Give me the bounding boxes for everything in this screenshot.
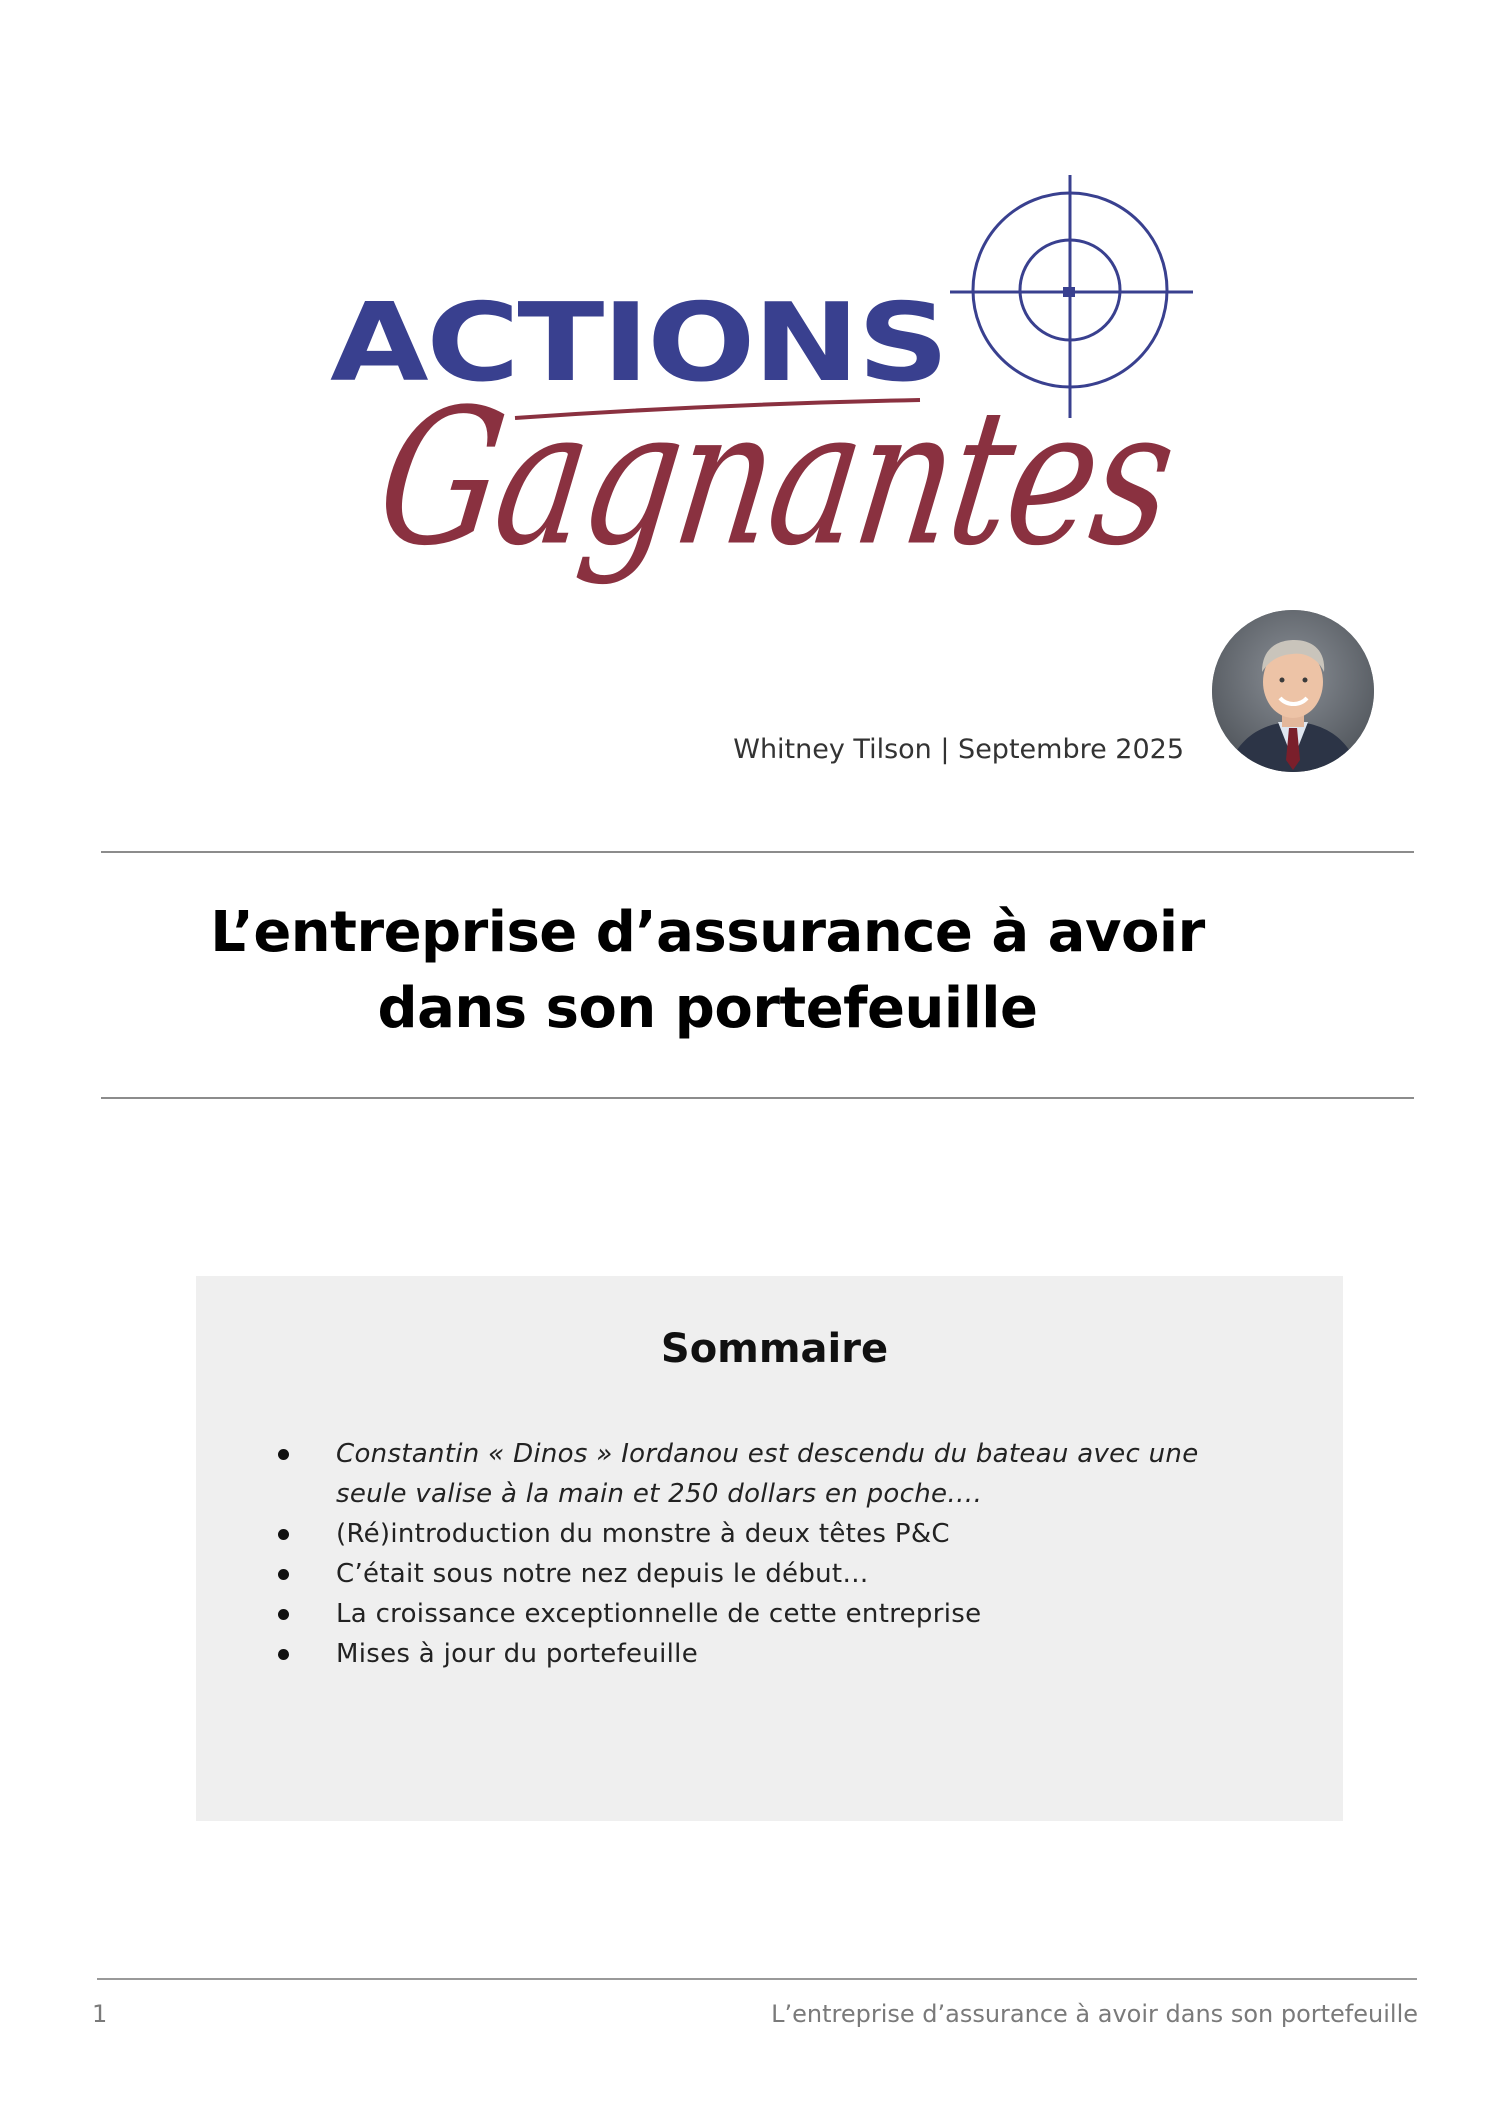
page-title-line-2: dans son portefeuille <box>377 976 1038 1041</box>
logo-word-gagnantes: Gagnantes <box>366 370 1185 588</box>
bullet-icon <box>278 1649 289 1660</box>
list-item-text: Mises à jour du portefeuille <box>336 1639 699 1669</box>
bullet-icon <box>278 1449 289 1460</box>
page-title-line-1: L’entreprise d’assurance à avoir <box>210 900 1205 965</box>
brand-logo <box>300 160 1220 660</box>
list-item <box>196 1434 1343 1514</box>
bullet-icon <box>278 1529 289 1540</box>
list-item-text: Constantin « Dinos » Iordanou est descendu du bateau avec une seule valise à la main et 250 dollars en poche…. <box>336 1439 1199 1509</box>
bullet-icon <box>278 1569 289 1580</box>
list-item-text: C’était sous notre nez depuis le début… <box>336 1559 869 1589</box>
bullet-icon <box>278 1609 289 1620</box>
list-item-text: La croissance exceptionnelle de cette entreprise <box>336 1599 982 1629</box>
author-byline: Whitney Tilson | Septembre 2025 <box>733 734 1184 765</box>
page-number: 1 <box>92 2000 108 2028</box>
list-item <box>196 1594 1343 1634</box>
summary-list <box>196 1434 1343 1674</box>
list-item <box>196 1554 1343 1594</box>
list-item <box>196 1514 1343 1554</box>
avatar <box>1212 610 1374 772</box>
running-title: L’entreprise d’assurance à avoir dans son portefeuille <box>771 2000 1418 2028</box>
author-portrait-icon <box>1212 610 1374 772</box>
logo-word-actions: ACTIONS <box>330 281 947 406</box>
list-item-text: (Ré)introduction du monstre à deux têtes P&C <box>336 1519 950 1549</box>
summary-heading: Sommaire <box>660 1326 889 1372</box>
page-title <box>101 895 1414 1047</box>
list-item <box>196 1634 1343 1674</box>
divider <box>101 851 1414 853</box>
summary-box <box>196 1276 1343 1821</box>
footer-divider <box>97 1978 1417 1980</box>
divider <box>101 1097 1414 1099</box>
